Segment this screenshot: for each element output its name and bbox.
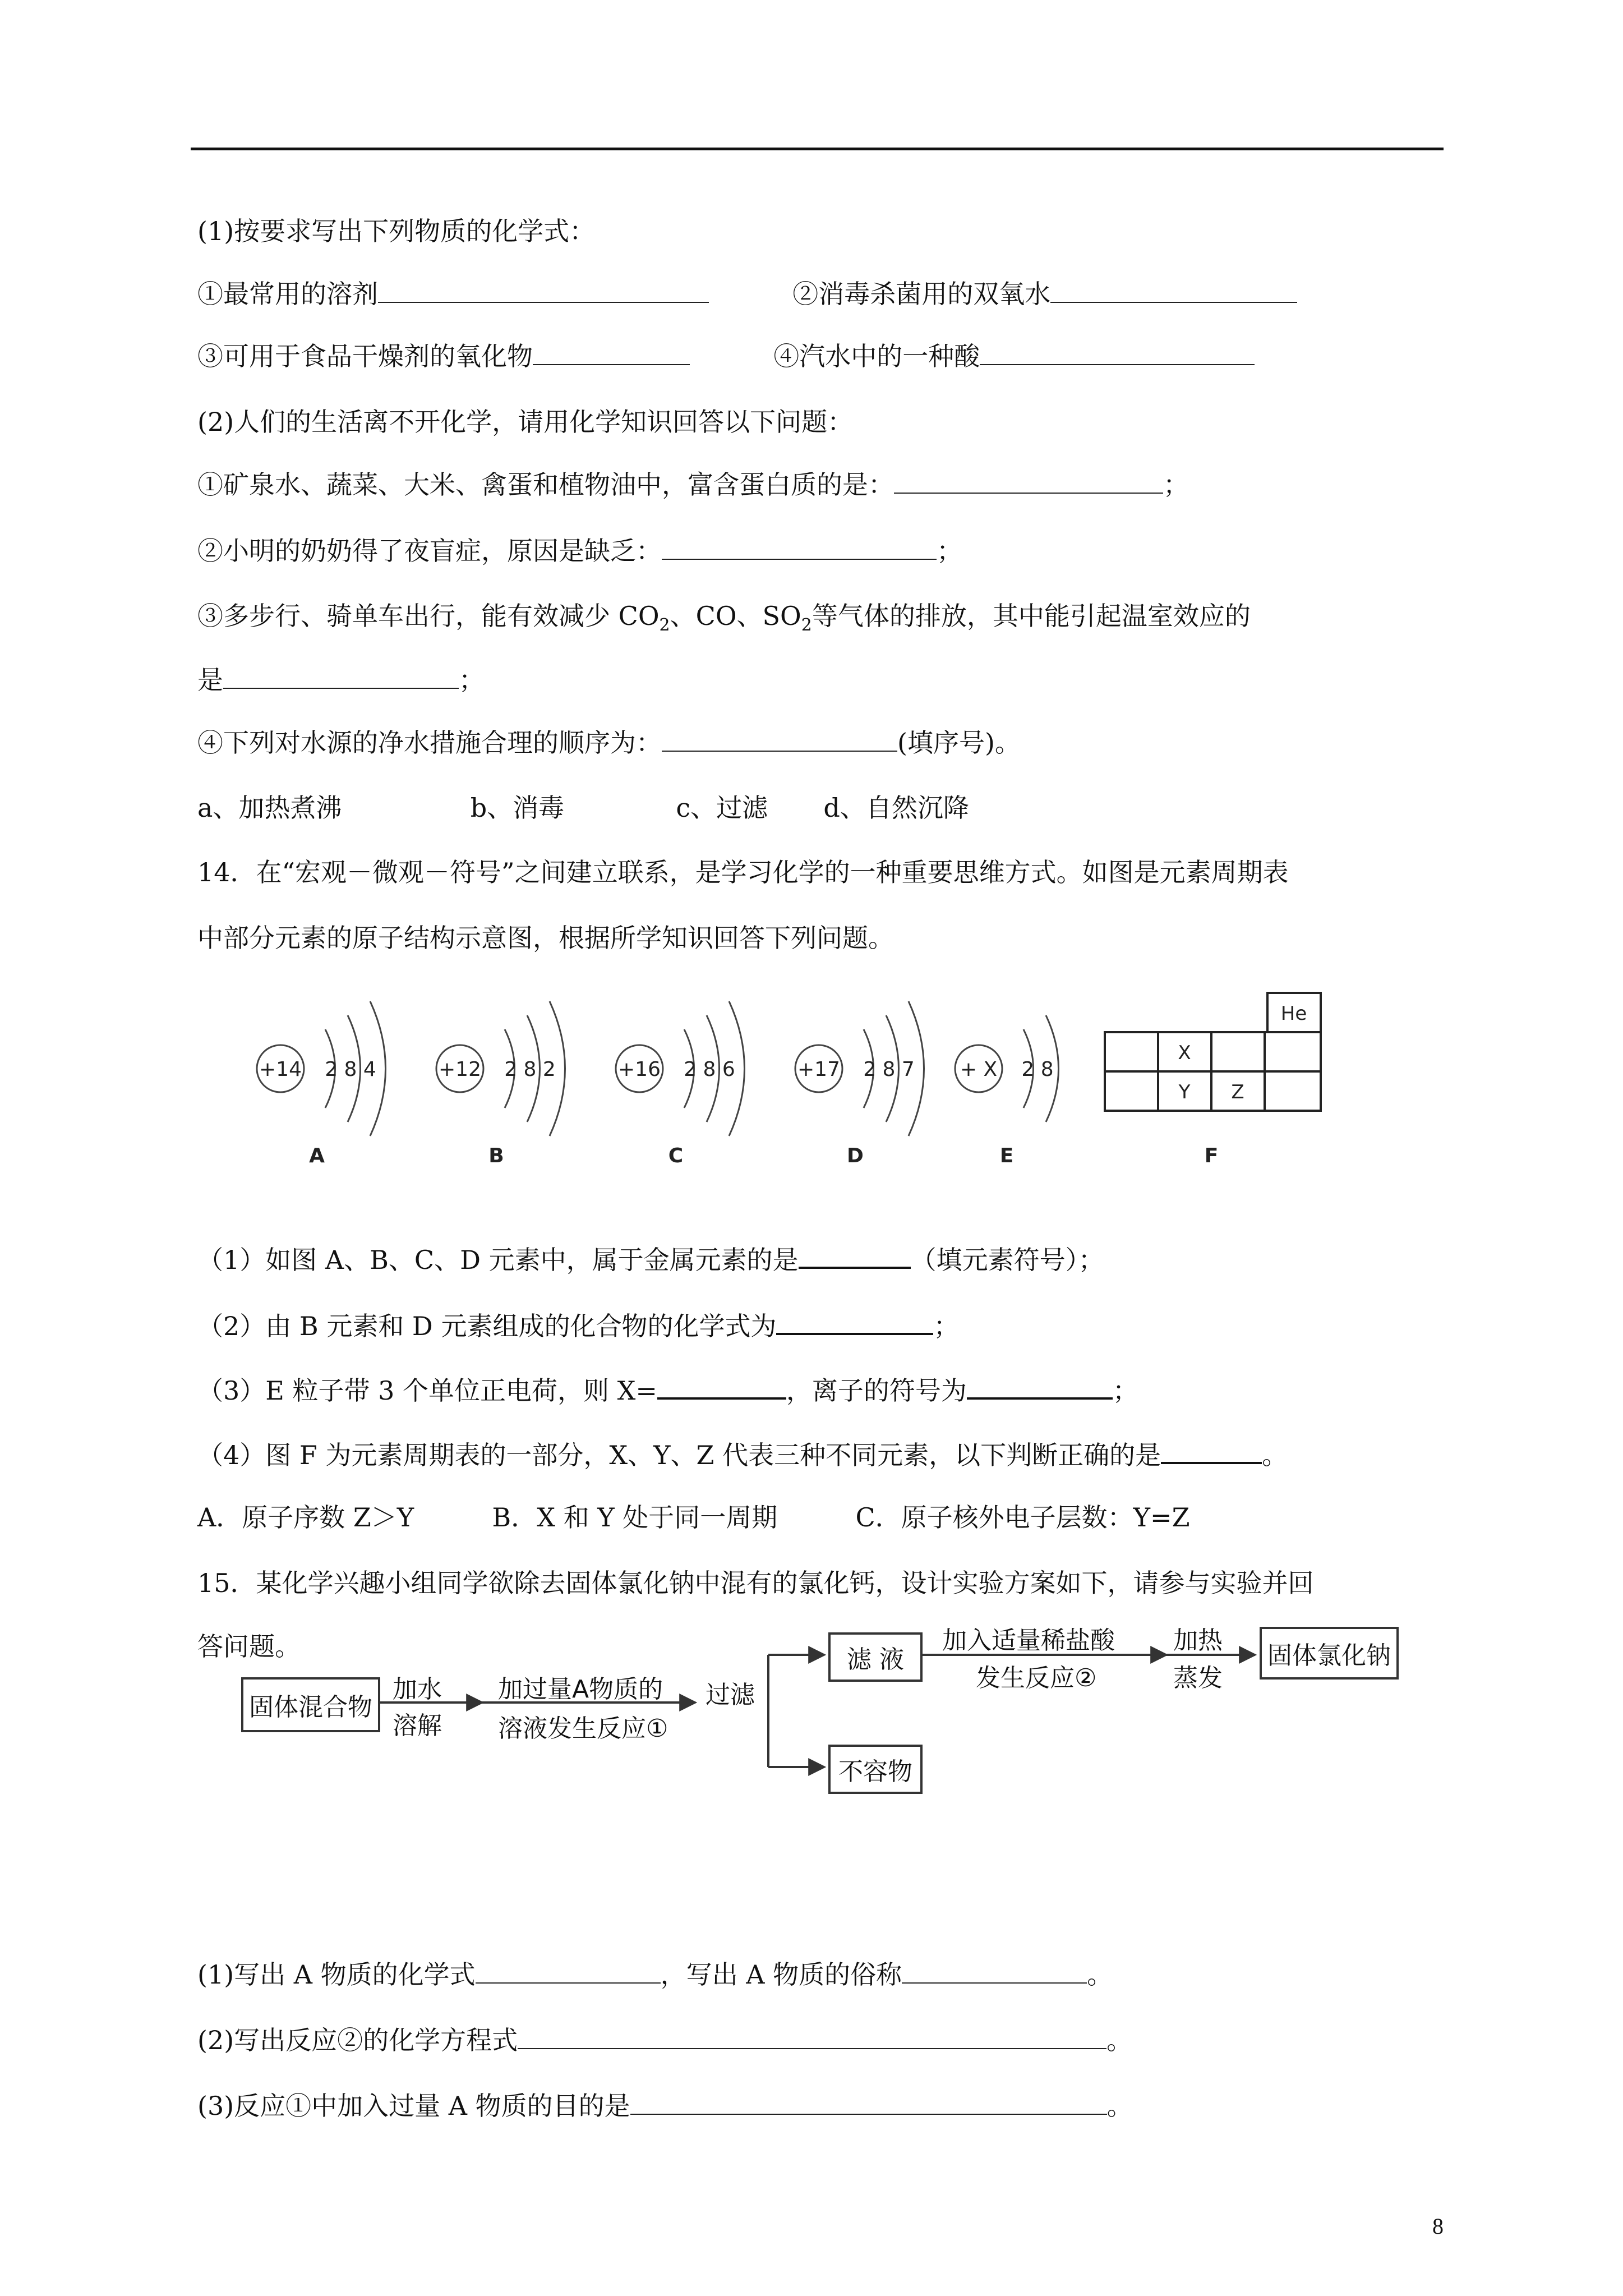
page-number: 8 bbox=[1432, 2214, 1444, 2239]
q14-s3-row bbox=[197, 1372, 1138, 1407]
atom-c-shells: 2 8 6 bbox=[684, 1058, 735, 1081]
q14-s2-end: ； bbox=[933, 1311, 960, 1341]
q15-c1-row bbox=[197, 1957, 1113, 1991]
q14-s1-blank[interactable] bbox=[799, 1241, 911, 1269]
q15-c1: (1)写出 A 物质的化学式 bbox=[197, 1959, 476, 1990]
q13-a-row1 bbox=[197, 276, 1297, 311]
q13-opt-a: a、加热煮沸 bbox=[197, 793, 342, 823]
atom-a-nucleus: +14 bbox=[259, 1058, 302, 1081]
q15-c3-row bbox=[197, 2088, 1133, 2123]
q15-c2-end: 。 bbox=[1106, 2025, 1133, 2055]
q13-b3-a: ③多步行、骑单车出行，能有效减少 CO bbox=[197, 601, 660, 631]
flow-start-box: 固体混合物 bbox=[241, 1677, 380, 1732]
q15-c3-end: 。 bbox=[1106, 2091, 1133, 2121]
atom-a-diagram bbox=[257, 1001, 386, 1167]
q13-b3-d: 是 bbox=[197, 665, 223, 695]
flow-filter: 过滤 bbox=[706, 1681, 755, 1709]
q13-opt-c: c、过滤 bbox=[676, 793, 768, 823]
q13-b3-sub1: 2 bbox=[659, 615, 670, 636]
q13-b4: ④下列对水源的净水措施合理的顺序为： bbox=[197, 728, 662, 758]
atom-c-diagram bbox=[616, 1001, 745, 1167]
q14-s4-end: 。 bbox=[1262, 1440, 1288, 1470]
q15-c2-row bbox=[197, 2022, 1132, 2057]
q14-s4-row bbox=[197, 1436, 1288, 1472]
q15-c1-mid: ，写出 A 物质的俗称 bbox=[660, 1959, 902, 1990]
flow-heat-2: 蒸发 bbox=[1173, 1664, 1223, 1692]
q13-a2: ②消毒杀菌用的双氧水 bbox=[792, 279, 1051, 309]
q13-a3-blank[interactable] bbox=[533, 338, 690, 365]
q14-options-row bbox=[197, 1501, 1190, 1534]
q13-b3-row bbox=[197, 599, 1251, 642]
q13-a-row2 bbox=[197, 338, 1255, 373]
q15-c1-blank-formula[interactable] bbox=[476, 1957, 661, 1984]
q13-b3-end: ； bbox=[459, 665, 485, 695]
atom-c-nucleus: +16 bbox=[618, 1058, 661, 1081]
q13-opt-d: d、自然沉降 bbox=[823, 793, 969, 823]
q13-b1-end: ； bbox=[1163, 470, 1189, 500]
q14-s3-blank-x[interactable] bbox=[657, 1372, 786, 1400]
q13-b1: ①矿泉水、蔬菜、大米、禽蛋和植物油中，富含蛋白质的是： bbox=[197, 470, 894, 500]
atom-a-shells: 2 8 4 bbox=[325, 1058, 376, 1081]
atom-b-diagram bbox=[436, 1001, 565, 1167]
flow-add-water-2: 溶解 bbox=[393, 1711, 442, 1740]
flow-add-a-1: 加过量A物质的 bbox=[498, 1675, 663, 1704]
q13-options-row bbox=[197, 791, 969, 825]
q13-b1-blank[interactable] bbox=[894, 467, 1163, 494]
atom-e-nucleus: + X bbox=[960, 1058, 998, 1081]
q14-s4: （4）图 F 为元素周期表的一部分，X、Y、Z 代表三种不同元素，以下判断正确的是 bbox=[197, 1440, 1161, 1470]
q13-b4-blank[interactable] bbox=[662, 725, 897, 752]
q14-s1-row bbox=[197, 1241, 1104, 1277]
q13-a2-blank[interactable] bbox=[1050, 276, 1297, 303]
atom-e-diagram bbox=[955, 1015, 1059, 1167]
q13-b3-blank[interactable] bbox=[223, 662, 459, 689]
atom-b-nucleus: +12 bbox=[439, 1058, 481, 1081]
q14-s1: （1）如图 A、B、C、D 元素中，属于金属元素的是 bbox=[197, 1245, 799, 1275]
q15-c3-blank[interactable] bbox=[630, 2088, 1107, 2115]
q13-a1-blank[interactable] bbox=[378, 276, 709, 303]
q13-b4-row bbox=[197, 725, 1021, 760]
q13-a4-blank[interactable] bbox=[980, 338, 1255, 365]
q14-s3-blank-ion[interactable] bbox=[967, 1372, 1113, 1400]
q15-stem-1: 15．某化学兴趣小组同学欲除去固体氯化钠中混有的氯化钙，设计实验方案如下，请参与实验并回 bbox=[197, 1568, 1314, 1598]
table-cell-x: X bbox=[1178, 1042, 1191, 1064]
q15-stem-2: 答问题。 bbox=[197, 1631, 301, 1662]
table-cell-he: He bbox=[1280, 1002, 1307, 1025]
atom-a-label: A bbox=[309, 1144, 325, 1167]
q14-option-b: B．X 和 Y 处于同一周期 bbox=[492, 1502, 778, 1533]
q13-a3: ③可用于食品干燥剂的氧化物 bbox=[197, 341, 533, 371]
flow-hcl-2: 发生反应② bbox=[976, 1664, 1097, 1692]
table-cell-y: Y bbox=[1178, 1081, 1191, 1103]
atom-b-label: B bbox=[488, 1144, 504, 1167]
flow-add-a-2: 溶液发生反应① bbox=[498, 1714, 668, 1743]
q14-s3-mid: ，离子的符号为 bbox=[786, 1375, 967, 1406]
q14-option-a: A．原子序数 Z＞Y bbox=[197, 1502, 414, 1533]
q13-b3-b: 、CO、SO bbox=[670, 601, 801, 631]
atom-d-label: D bbox=[847, 1144, 864, 1167]
atom-d-diagram bbox=[795, 1001, 924, 1167]
q13-b2-blank[interactable] bbox=[662, 533, 937, 560]
flow-product-box: 固体氯化钠 bbox=[1260, 1627, 1399, 1680]
q14-s3-end: ； bbox=[1112, 1375, 1138, 1406]
flow-heat-1: 加热 bbox=[1173, 1626, 1223, 1655]
flowchart-arrows bbox=[0, 1616, 1623, 1806]
q13-b1-row bbox=[197, 467, 1189, 501]
atom-e-label: E bbox=[999, 1144, 1014, 1167]
q13-b3-c: 等气体的排放，其中能引起温室效应的 bbox=[811, 601, 1251, 631]
q13-b2-end: ； bbox=[937, 536, 962, 566]
q15-c1-blank-name[interactable] bbox=[902, 1957, 1087, 1984]
atom-c-label: C bbox=[668, 1144, 684, 1167]
atom-b-shells: 2 8 2 bbox=[504, 1058, 556, 1081]
q14-s2-blank[interactable] bbox=[776, 1307, 933, 1335]
q14-s2: （2）由 B 元素和 D 元素组成的化合物的化学式为 bbox=[197, 1311, 777, 1341]
q15-c1-end: 。 bbox=[1087, 1959, 1113, 1990]
q13-a4: ④汽水中的一种酸 bbox=[773, 341, 980, 371]
q14-stem-1: 14．在“宏观－微观－符号”之间建立联系，是学习化学的一种重要思维方式。如图是元素周期表 bbox=[197, 857, 1289, 887]
q13-b3-sub2: 2 bbox=[801, 615, 812, 636]
flow-filtrate-box: 滤 液 bbox=[828, 1632, 923, 1682]
q14-s2-row bbox=[197, 1307, 959, 1343]
flow-hcl-1: 加入适量稀盐酸 bbox=[942, 1626, 1115, 1655]
table-f-label: F bbox=[1204, 1144, 1219, 1167]
flow-insoluble-box: 不容物 bbox=[828, 1745, 923, 1794]
header-rule bbox=[191, 148, 1444, 150]
q13-part2-title: (2)人们的生活离不开化学，请用化学知识回答以下问题： bbox=[197, 407, 854, 437]
q13-b4-end: (填序号)。 bbox=[897, 728, 1021, 758]
q13-b2: ②小明的奶奶得了夜盲症，原因是缺乏： bbox=[197, 536, 662, 566]
q14-s1-end: （填元素符号）； bbox=[910, 1245, 1104, 1275]
q15-c2: (2)写出反应②的化学方程式 bbox=[197, 2025, 518, 2055]
table-cell-z: Z bbox=[1231, 1081, 1244, 1103]
atomic-structure-figure bbox=[241, 976, 1340, 1189]
q13-a1: ①最常用的溶剂 bbox=[197, 279, 378, 309]
q14-stem-2: 中部分元素的原子结构示意图，根据所学知识回答下列问题。 bbox=[197, 923, 894, 953]
q15-c2-blank[interactable] bbox=[518, 2022, 1106, 2049]
q13-b3-row2 bbox=[197, 662, 485, 697]
q13-part1-title: (1)按要求写出下列物质的化学式： bbox=[197, 216, 596, 246]
atom-d-nucleus: +17 bbox=[797, 1058, 840, 1081]
atom-e-shells: 2 8 bbox=[1021, 1058, 1054, 1081]
q14-option-c: C．原子核外电子层数：Y=Z bbox=[855, 1502, 1190, 1533]
q13-b2-row bbox=[197, 533, 962, 568]
q14-s4-blank[interactable] bbox=[1161, 1436, 1262, 1464]
q15-c3: (3)反应①中加入过量 A 物质的目的是 bbox=[197, 2091, 630, 2121]
q13-opt-b: b、消毒 bbox=[470, 793, 565, 823]
atom-d-shells: 2 8 7 bbox=[863, 1058, 915, 1081]
flow-add-water-1: 加水 bbox=[393, 1675, 442, 1704]
q14-s3: （3）E 粒子带 3 个单位正电荷，则 X= bbox=[197, 1375, 657, 1406]
